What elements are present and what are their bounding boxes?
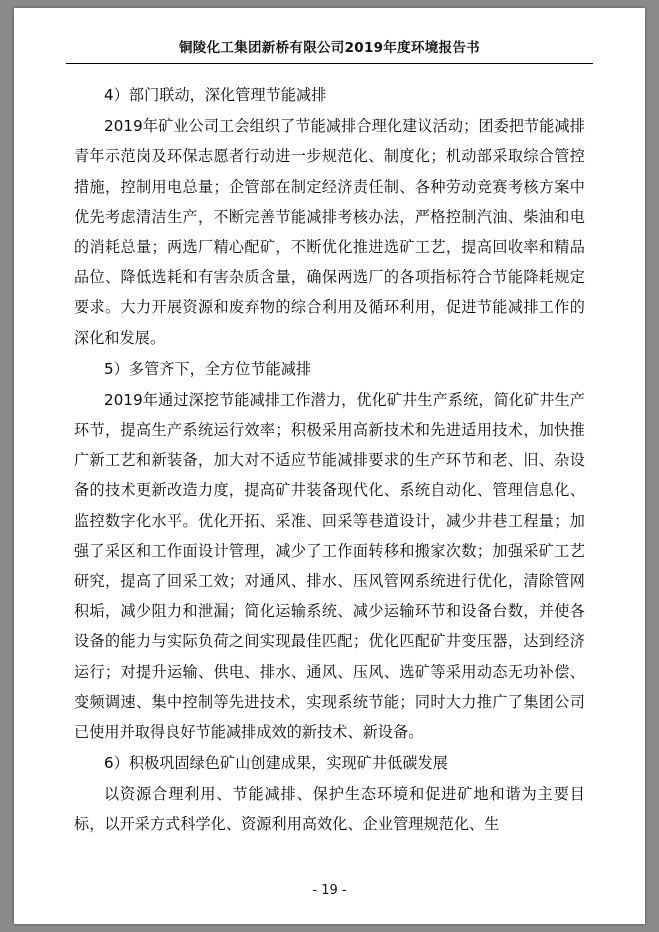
paragraph-body-5: 2019年通过深挖节能减排工作潜力，优化矿井生产系统，简化矿井生产环节，提高生产系统运行效率；积极采用高新技术和先进适用技术，加快推广新工艺和新装备，加大对不适应节能减排要求的生产环节和老、旧、杂设备的技术更新改造力度，提高矿井装备现代化、系统自动化、管理信息化、监控数字化水平。优化开拓、采准、回采等巷道设计，减少井巷工程量；加强了采区和工作面设计管理，减少了工作面转移和搬家次数；加强采矿工艺研究，提高了回采工效；对通风、排水、压风管网系统进行优化，清除管网积垢，减少阻力和泄漏；简化运输系统、减少运输环节和设备台数，并使各设备的能力与实际负荷之间实现最佳匹配；优化匹配矿井变压器，达到经济运行；对提升运输、供电、排水、通风、压风、选矿等采用动态无功补偿、变频调速、集中控制等先进技术，实现系统节能；同时大力推广了集团公司已使用并取得良好节能减排成效的新技术、新设备。 bbox=[74, 390, 585, 741]
paragraph-body-6: 以资源合理利用、节能减排、保护生态环境和促进矿地和谐为主要目标，以开采方式科学化、资源利用高效化、企业管理规范化、生 bbox=[74, 785, 585, 834]
header-divider bbox=[66, 63, 593, 64]
paragraph-heading-6: 6）积极巩固绿色矿山创建成果，实现矿井低碳发展 bbox=[104, 754, 448, 773]
paragraph-heading-5: 5）多管齐下，全方位节能减排 bbox=[104, 359, 312, 378]
paragraph-heading-4: 4）部门联动，深化管理节能减排 bbox=[104, 86, 327, 104]
page-number: - 19 - bbox=[312, 883, 347, 898]
page-header-title: 铜陵化工集团新桥有限公司2019年度环境报告书 bbox=[179, 40, 480, 56]
document-page bbox=[14, 8, 645, 924]
document-body bbox=[74, 80, 585, 840]
paragraph-body-4: 2019年矿业公司工会组织了节能减排合理化建议活动；团委把节能减排青年示范岗及环保志愿者行动进一步规范化、制度化；机动部采取综合管控措施，控制用电总量；企管部在制定经济责任制、各种劳动竞赛考核方案中优先考虑清洁生产，不断完善节能减排考核办法，严格控制汽油、柴油和电的消耗总量；两选厂精心配矿，不断优化推进选矿工艺，提高回收率和精品品位、降低选耗和有害杂质含量，确保两选厂的各项指标符合节能降耗规定要求。大力开展资源和废弃物的综合利用及循环利用，促进节能减排工作的深化和发展。 bbox=[74, 117, 585, 347]
